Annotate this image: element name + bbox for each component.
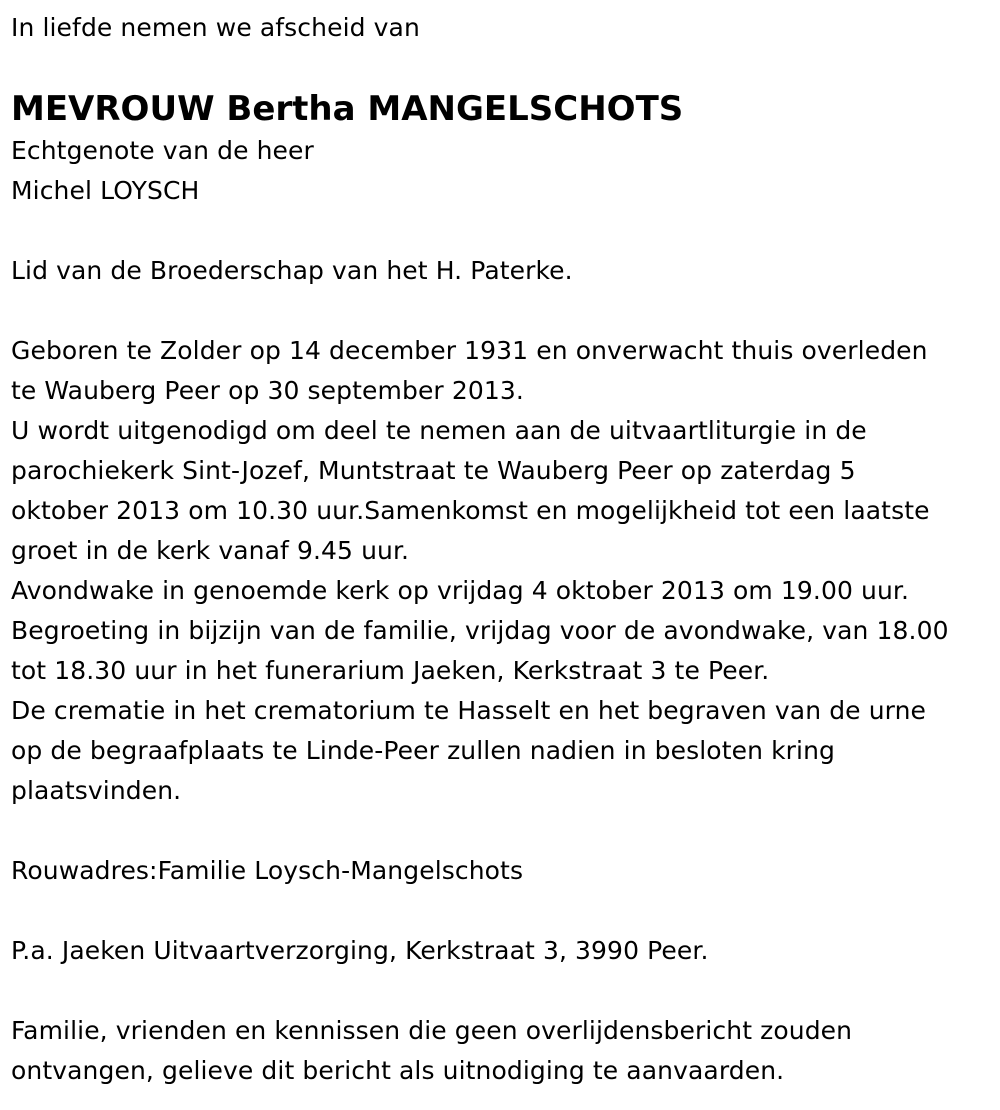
details-line: plaatsvinden. [11,776,182,805]
spacer [11,211,1000,251]
mourning-address: Rouwadres:Familie Loysch-Mangelschots [11,856,524,885]
details-line: te Wauberg Peer op 30 september 2013. [11,376,524,405]
details-line: tot 18.30 uur in het funerarium Jaeken, Kerkstraat 3 te Peer. [11,656,770,685]
spacer [11,291,1000,331]
closing-paragraph [11,1011,1000,1091]
details-line: groet in de kerk vanaf 9.45 uur. [11,536,410,565]
details-line: op de begraafplaats te Linde-Peer zullen nadien in besloten kring [11,736,835,765]
details-line: Avondwake in genoemde kerk op vrijdag 4 oktober 2013 om 19.00 uur. [11,576,910,605]
details-line: Begroeting in bijzijn van de familie, vrijdag voor de avondwake, van 18.00 [11,616,949,645]
details-line: parochiekerk Sint-Jozef, Muntstraat te Wauberg Peer op zaterdag 5 [11,456,856,485]
details-line: De crematie in het crematorium te Hasselt en het begraven van de urne [11,696,927,725]
closing-line: ontvangen, gelieve dit bericht als uitnodiging te aanvaarden. [11,1056,785,1085]
spacer [11,811,1000,851]
spouse-line-1: Echtgenote van de heer [11,136,314,165]
intro-text: In liefde nemen we afscheid van [11,13,420,42]
closing-line: Familie, vrienden en kennissen die geen overlijdensbericht zouden [11,1016,853,1045]
membership-text: Lid van de Broederschap van het H. Paterke. [11,256,573,285]
details-line: Geboren te Zolder op 14 december 1931 en onverwacht thuis overleden [11,336,928,365]
spouse-block [11,131,1000,211]
details-paragraph [11,331,1000,811]
spouse-name: Michel LOYSCH [11,176,200,205]
spacer [11,891,1000,931]
details-line: oktober 2013 om 10.30 uur.Samenkomst en mogelijkheid tot een laatste [11,496,930,525]
deceased-name: MEVROUW Bertha MANGELSCHOTS [11,89,684,129]
details-line: U wordt uitgenodigd om deel te nemen aan de uitvaartliturgie in de [11,416,867,445]
spacer [11,971,1000,1011]
funeral-director: P.a. Jaeken Uitvaartverzorging, Kerkstraat 3, 3990 Peer. [11,936,709,965]
spacer [11,48,1000,86]
